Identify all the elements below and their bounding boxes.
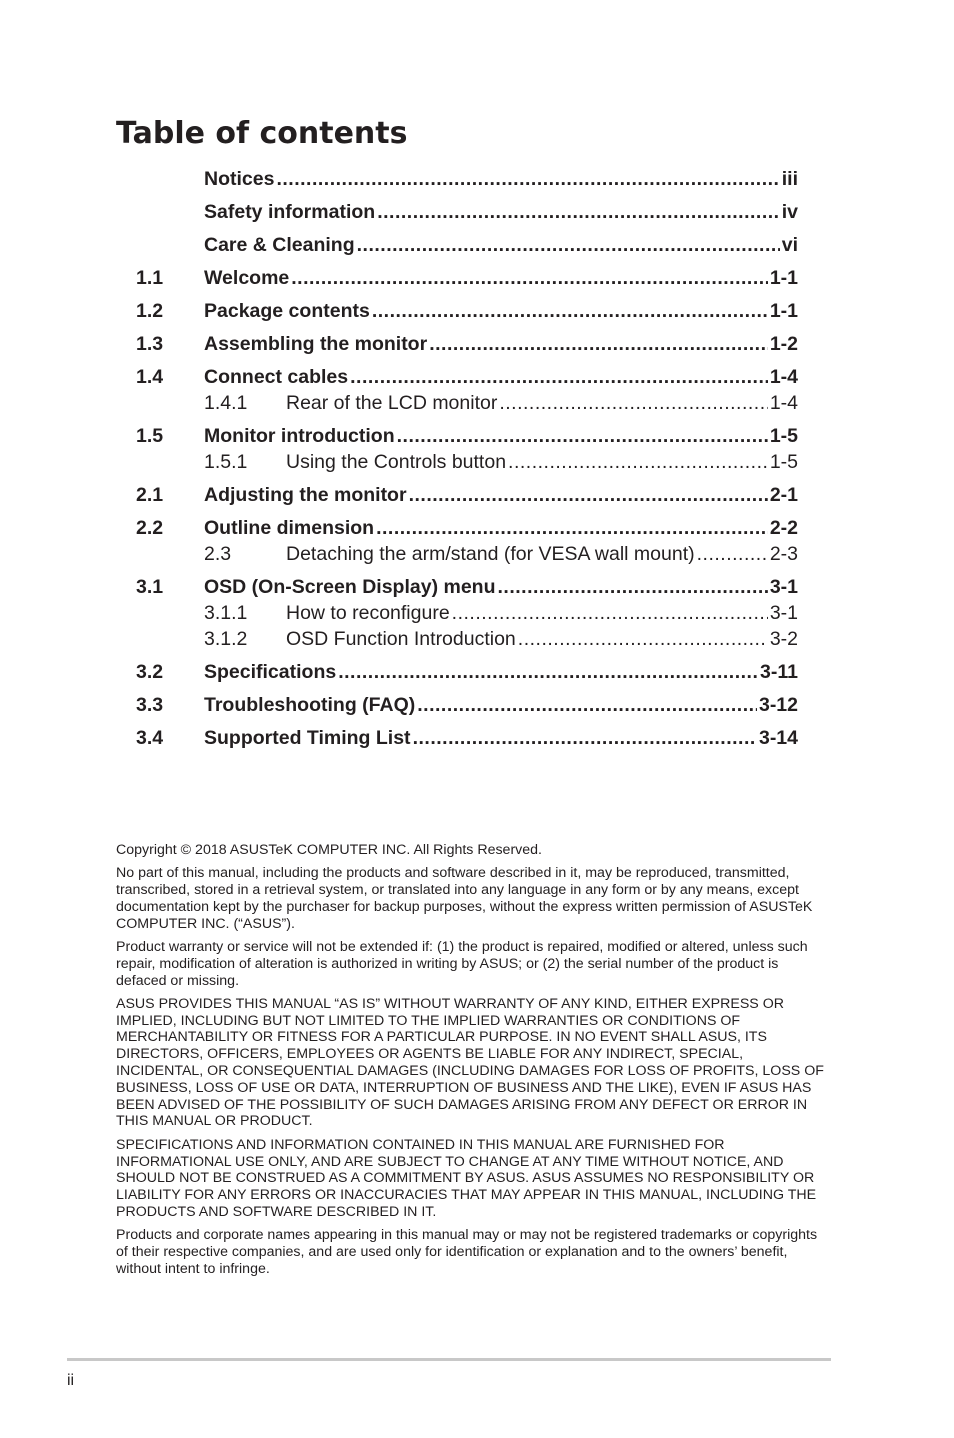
toc-entry[interactable] [136, 364, 798, 390]
toc-dot-leader [452, 600, 768, 626]
toc-entry-label: Notices [204, 168, 275, 190]
legal-paragraph: Products and corporate names appearing in this manual may or may not be registered trademarks or copyrights of their respective companies, and are used only for identification or explanation and to the owners’ benefit, without intent to infringe. [116, 1227, 818, 1277]
toc-entry-label: Detaching the arm/stand (for VESA wall mount) [286, 543, 695, 565]
toc-dot-leader [417, 692, 757, 718]
toc-dot-leader [276, 166, 779, 192]
toc-entry-label: Assembling the monitor [204, 333, 428, 355]
toc-entry-page: 2-1 [769, 484, 798, 506]
toc-dot-leader [397, 423, 768, 449]
toc-entry-label: OSD (On-Screen Display) menu [204, 576, 496, 598]
toc-entry[interactable] [136, 265, 798, 291]
toc-entry-number: 3.1.2 [204, 628, 248, 650]
toc-entry[interactable] [136, 166, 798, 192]
toc-entry-label: Connect cables [204, 366, 349, 388]
toc-entry[interactable] [136, 232, 798, 258]
toc-dot-leader [499, 390, 767, 416]
toc-subentry[interactable] [136, 541, 798, 567]
toc-subentry[interactable] [136, 626, 798, 652]
toc-entry-number: 3.1 [136, 576, 164, 598]
toc-entry-label: Care & Cleaning [204, 234, 355, 256]
toc-entry[interactable] [136, 298, 798, 324]
toc-entry-label: Troubleshooting (FAQ) [204, 694, 416, 716]
toc-entry-page: 1-1 [769, 300, 798, 322]
toc-entry-page: iii [781, 168, 798, 190]
toc-dot-leader [508, 449, 768, 475]
toc-subentry[interactable] [136, 390, 798, 416]
legal-notice [116, 842, 832, 1284]
toc-entry[interactable] [136, 423, 798, 449]
toc-entry-page: 3-12 [758, 694, 798, 716]
toc-dot-leader [372, 298, 768, 324]
toc-entry[interactable] [136, 331, 798, 357]
toc-entry-number: 1.2 [136, 300, 164, 322]
toc-entry[interactable] [136, 574, 798, 600]
toc-entry-page: 1-5 [769, 425, 798, 447]
toc-entry-label: Specifications [204, 661, 337, 683]
page-title: Table of contents [116, 116, 408, 151]
toc-entry[interactable] [136, 199, 798, 225]
toc-entry-number: 1.1 [136, 267, 164, 289]
toc-entry-label: How to reconfigure [286, 602, 450, 624]
toc-entry-label: Supported Timing List [204, 727, 411, 749]
toc-dot-leader [518, 626, 768, 652]
toc-entry-page: 2-2 [769, 517, 798, 539]
toc-dot-leader [338, 659, 758, 685]
toc-subentry[interactable] [136, 449, 798, 475]
toc-entry-number: 1.5 [136, 425, 164, 447]
legal-paragraph: Product warranty or service will not be extended if: (1) the product is repaired, modified or altered, unless such repair, modification of alteration is authorized in writing by ASUS; or (2) the serial number of the product is defaced or missing. [116, 938, 808, 989]
legal-paragraph: SPECIFICATIONS AND INFORMATION CONTAINED IN THIS MANUAL ARE FURNISHED FOR INFORMATIONAL USE ONLY, AND ARE SUBJECT TO CHANGE AT ANY TIME WITHOUT NOTICE, AND SHOULD NOT BE CONSTRUED AS A COMMITMENT BY ASUS. ASUS ASSUMES NO RESPONSIBILITY OR LIABILITY FOR ANY ERRORS OR INACCURACIES THAT MAY APPEAR IN THIS MANUAL, INCLUDING THE PRODUCTS AND SOFTWARE DESCRIBED IN IT. [116, 1136, 817, 1220]
toc-entry-number: 3.3 [136, 694, 164, 716]
toc-entry-number: 3.2 [136, 661, 164, 683]
toc-entry-label: Package contents [204, 300, 370, 322]
toc-entry-label: OSD Function Introduction [286, 628, 516, 650]
toc-entry-number: 1.5.1 [204, 451, 248, 473]
toc-entry-page: 3-1 [769, 576, 798, 598]
footer-rule [67, 1358, 831, 1361]
toc-entry-number: 2.2 [136, 517, 164, 539]
legal-paragraph: ASUS PROVIDES THIS MANUAL “AS IS” WITHOUT WARRANTY OF ANY KIND, EITHER EXPRESS OR IMPLIED, INCLUDING BUT NOT LIMITED TO THE IMPLIED WARRANTIES OR CONDITIONS OF MERCHANTABILITY OR FITNESS FOR A PARTICULAR PURPOSE. IN NO EVENT SHALL ASUS, ITS DIRECTORS, OFFICERS, EMPLOYEES OR AGENTS BE LIABLE FOR ANY INDIRECT, SPECIAL, INCIDENTAL, OR CONSEQUENTIAL DAMAGES (INCLUDING DAMAGES FOR LOSS OF PROFITS, LOSS OF BUSINESS, LOSS OF USE OR DATA, INTERRUPTION OF BUSINESS AND THE LIKE), EVEN IF ASUS HAS BEEN ADVISED OF THE POSSIBILITY OF SUCH DAMAGES ARISING FROM ANY DEFECT OR ERROR IN THIS MANUAL OR PRODUCT. [116, 995, 824, 1130]
toc-entry-number: 1.4.1 [204, 392, 248, 414]
toc-entry-page: 2-3 [769, 543, 798, 565]
toc-entry-label: Monitor introduction [204, 425, 395, 447]
toc-entry-label: Adjusting the monitor [204, 484, 407, 506]
toc-entry-label: Using the Controls button [286, 451, 507, 473]
toc-entry-page: 1-4 [769, 366, 798, 388]
toc-entry-number: 3.4 [136, 727, 164, 749]
toc-entry-page: 1-5 [769, 451, 798, 473]
toc-dot-leader [377, 199, 780, 225]
copyright-line: Copyright © 2018 ASUSTeK COMPUTER INC. All Rights Reserved. [116, 842, 542, 858]
toc-dot-leader [376, 515, 768, 541]
toc-entry-page: 3-1 [769, 602, 798, 624]
toc-dot-leader [697, 541, 768, 567]
toc-entry[interactable] [136, 692, 798, 718]
toc-entry-page: 1-1 [769, 267, 798, 289]
toc-dot-leader [409, 482, 768, 508]
toc-entry[interactable] [136, 725, 798, 751]
toc-entry-page: 1-4 [769, 392, 798, 414]
toc-subentry[interactable] [136, 600, 798, 626]
legal-paragraph: No part of this manual, including the products and software described in it, may be reproduced, transmitted, transcribed, stored in a retrieval system, or translated into any language in any form or by any means, except documentation kept by the purchaser for backup purposes, without the express written permission of ASUSTeK COMPUTER INC. (“ASUS”). [116, 865, 813, 932]
toc-entry-label: Rear of the LCD monitor [286, 392, 498, 414]
toc-dot-leader [350, 364, 768, 390]
toc-entry-page: vi [781, 234, 798, 256]
table-of-contents [136, 166, 798, 751]
toc-dot-leader [291, 265, 768, 291]
toc-entry-page: 3-2 [769, 628, 798, 650]
toc-entry-label: Welcome [204, 267, 290, 289]
toc-entry-number: 2.1 [136, 484, 164, 506]
toc-dot-leader [413, 725, 757, 751]
toc-entry[interactable] [136, 659, 798, 685]
toc-entry-page: 1-2 [769, 333, 798, 355]
toc-entry-number: 1.4 [136, 366, 164, 388]
toc-dot-leader [429, 331, 768, 357]
toc-dot-leader [357, 232, 780, 258]
toc-dot-leader [497, 574, 767, 600]
toc-entry-number: 3.1.1 [204, 602, 248, 624]
toc-entry-page: iv [781, 201, 798, 223]
toc-entry-page: 3-11 [760, 661, 798, 683]
toc-entry[interactable] [136, 482, 798, 508]
toc-entry-label: Outline dimension [204, 517, 375, 539]
page-number: ii [67, 1372, 75, 1389]
toc-entry-number: 2.3 [204, 543, 232, 565]
toc-entry-number: 1.3 [136, 333, 164, 355]
toc-entry-page: 3-14 [758, 727, 798, 749]
toc-entry-label: Safety information [204, 201, 376, 223]
toc-entry[interactable] [136, 515, 798, 541]
